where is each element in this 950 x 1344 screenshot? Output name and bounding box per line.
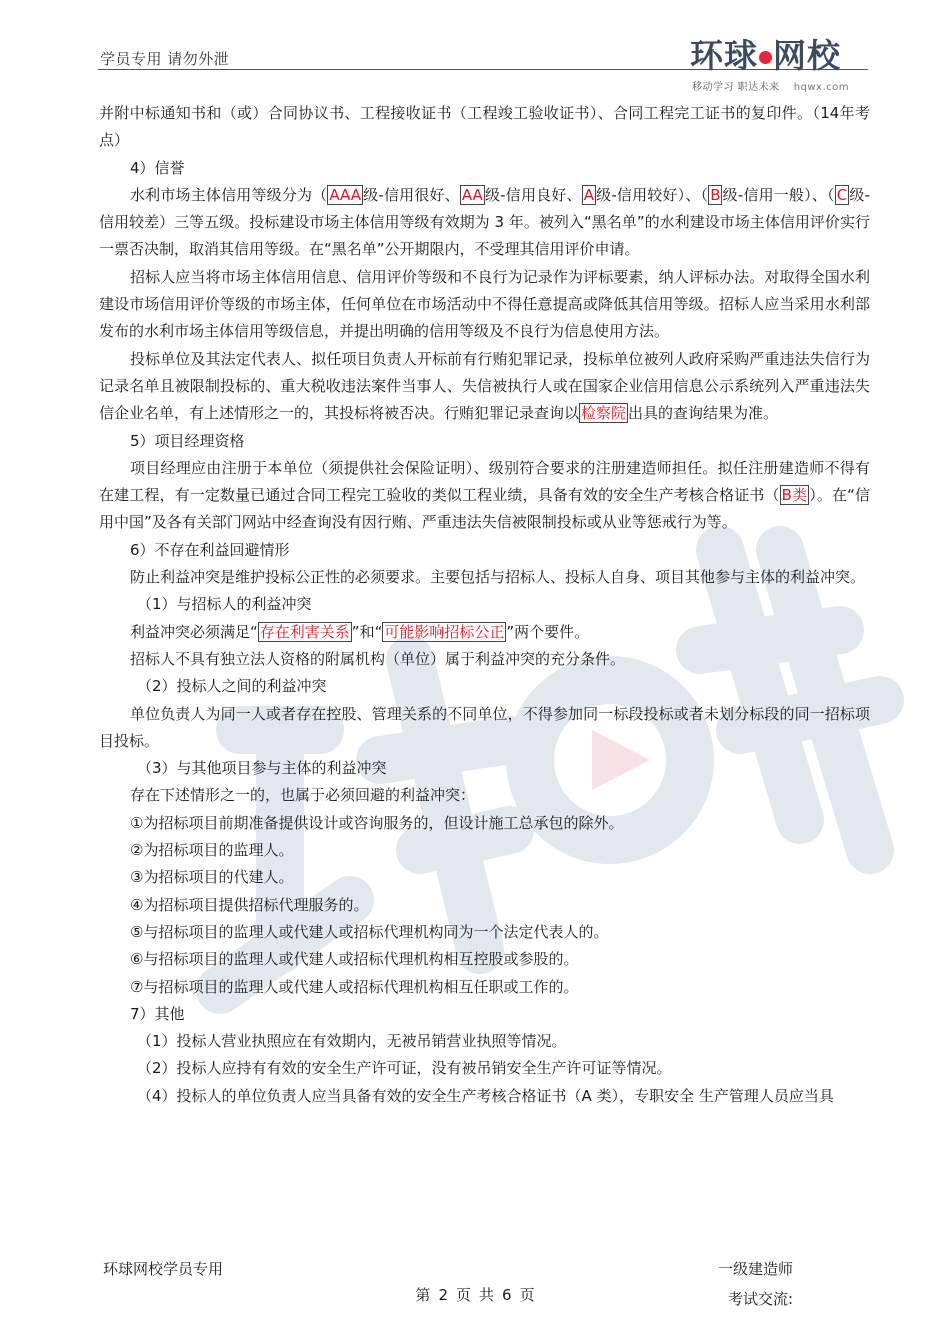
logo-text-part1: 环球 — [690, 36, 758, 75]
watermark-text: 环球网校 — [560, 1210, 564, 1211]
highlight-a: A — [583, 185, 594, 204]
logo-tagline-row — [692, 78, 849, 93]
paragraph-bribery-record: 投标单位及其法定代表人、拟任项目负责人开标前有行贿犯罪记录，投标单位被列人政府采购严重违法失信行为记录名单且被限制投标的、重大税收违法案件当事人、失信被执行人或在国家企业信用信息公示系统列入严重违法失信企业名单，有上述情形之一的，其投标将被否决。行贿犯罪记录查询以 检察院 出具的查询结果为准。 — [99, 349, 870, 423]
paragraph-pm-qualification: 项目经理应由注册于本单位（须提供社会保险证明）、级别符合要求的注册建造师担任。拟任注册建造师不得有在建工程，有一定数量已通过合同工程完工验收的类似工程业绩，具备有效的安全生产考核合格证书（ B类 ）。在“信用中国”及各有关部门网站中经查询没有因行贿、严重违法失信被限制投标或从业等惩戒行为等。 — [99, 458, 870, 532]
section-heading-pm: 5）项目经理资格 — [130, 431, 245, 450]
highlight-b: B — [710, 185, 721, 204]
highlight-c: C — [836, 185, 848, 204]
logo-wordmark — [690, 30, 841, 77]
list-item: （4）投标人的单位负责人应当具备有效的安全生产考核合格证书（A 类），专职安全 生产管理人员应当具 — [137, 1086, 834, 1105]
paragraph-conflict-requirements: 利益冲突必须满足“ 存在利害关系 ”和“ 可能影响招标公正 ”两个要件。 — [130, 622, 590, 641]
subheading-conflict-tenderer: （1）与招标人的利益冲突 — [137, 595, 312, 614]
section-heading-other: 7）其他 — [130, 1004, 185, 1023]
logo-url: hqwx.com — [793, 82, 850, 93]
document-body — [99, 100, 870, 1110]
logo-dot-icon — [759, 51, 772, 64]
highlight-aa: AA — [461, 185, 483, 204]
footer-exam-exchange: 考试交流: — [728, 1290, 794, 1308]
section-heading-conflict: 6）不存在利益回避情形 — [130, 540, 290, 559]
highlight-aaa: AAA — [329, 185, 361, 204]
paragraph-affiliate: 招标人不具有独立法人资格的附属机构（单位）属于利益冲突的充分条件。 — [130, 649, 626, 668]
logo-text-part2: 网校 — [773, 36, 841, 75]
list-item: ④为招标项目提供招标代理服务的。 — [130, 895, 369, 914]
section-heading-credit: 4）信誉 — [130, 158, 185, 177]
paragraph-credit-usage: 招标人应当将市场主体信用信息、信用评价等级和不良行为记录作为评标要素，纳人评标办法。对取得全国水利建设市场信用评价等级的市场主体，任何单位在市场活动中不得任意提高或降低其信用等级。招标人应当采用水利部发布的水利市场主体信用等级信息，并提出明确的信用等级及不良行为信息使用方法。 — [99, 267, 870, 341]
list-item: ②为招标项目的监理人。 — [130, 841, 294, 860]
paragraph-award-docs: 并附中标通知书和（或）合同协议书、工程接收证书（工程竣工验收证书）、合同工程完工证书的复印件。（14年考点） — [99, 104, 870, 150]
footer-exam-name: 一级建造师 — [718, 1260, 794, 1278]
current-page: 2 — [438, 1286, 448, 1304]
highlight-procuratorate: 检察院 — [581, 404, 627, 423]
total-pages: 6 — [502, 1286, 512, 1304]
header-notice: 学员专用 请勿外泄 — [100, 50, 230, 68]
paragraph-credit-levels: 水利市场主体信用等级分为（ AAA 级-信用很好、 AA 级-信用良好、 A 级-信用较好）、（ B 级-信用一般）、（ C 级-信用较差）三等五级。投标建设市场主体信用等级有效期为 3 年。被列入“黑名单”的水利建设市场主体信用评价实行一票否决制，取消其信用等级。在“黑名单”公开期限内，不受理其信用评价申请。 — [99, 185, 870, 259]
list-item: （1）投标人营业执照应在有效期内，无被吊销营业执照等情况。 — [137, 1032, 567, 1051]
page-number: 第 2 页 共 6 页 — [415, 1286, 535, 1304]
highlight-interest: 存在利害关系 — [259, 622, 350, 641]
list-item: （2）投标人应持有有效的安全生产许可证，没有被吊销安全生产许可证等情况。 — [137, 1059, 672, 1078]
footer-left-text: 环球网校学员专用 — [103, 1260, 224, 1278]
list-item: ⑤与招标项目的监理人或代建人或招标代理机构同为一个法定代表人的。 — [130, 922, 609, 941]
paragraph-same-principal: 单位负责人为同一人或者存在控股、管理关系的不同单位，不得参加同一标段投标或者未划分标段的同一招标项目投标。 — [99, 704, 870, 750]
subheading-conflict-other: （3）与其他项目参与主体的利益冲突 — [137, 759, 387, 778]
paragraph-conflict-list-intro: 存在下述情形之一的，也属于必须回避的利益冲突： — [130, 786, 476, 805]
list-item: ③为招标项目的代建人。 — [130, 868, 294, 887]
highlight-class-b: B类 — [781, 486, 808, 505]
list-item: ⑦与招标项目的监理人或代建人或招标代理机构相互任职或工作的。 — [130, 977, 579, 996]
logo-tagline: 移动学习 职达未来 — [692, 82, 780, 93]
highlight-fairness: 可能影响招标公正 — [384, 622, 505, 641]
list-item: ⑥与招标项目的监理人或代建人或招标代理机构相互控股或参股的。 — [130, 950, 579, 969]
list-item: ①为招标项目前期准备提供设计或咨询服务的，但设计施工总承包的除外。 — [130, 813, 624, 832]
brand-logo — [690, 30, 870, 92]
subheading-conflict-bidders: （2）投标人之间的利益冲突 — [137, 677, 327, 696]
paragraph-conflict-intro: 防止利益冲突是维护投标公正性的必须要求。主要包括与招标人、投标人自身、项目其他参与主体的利益冲突。 — [130, 568, 866, 587]
